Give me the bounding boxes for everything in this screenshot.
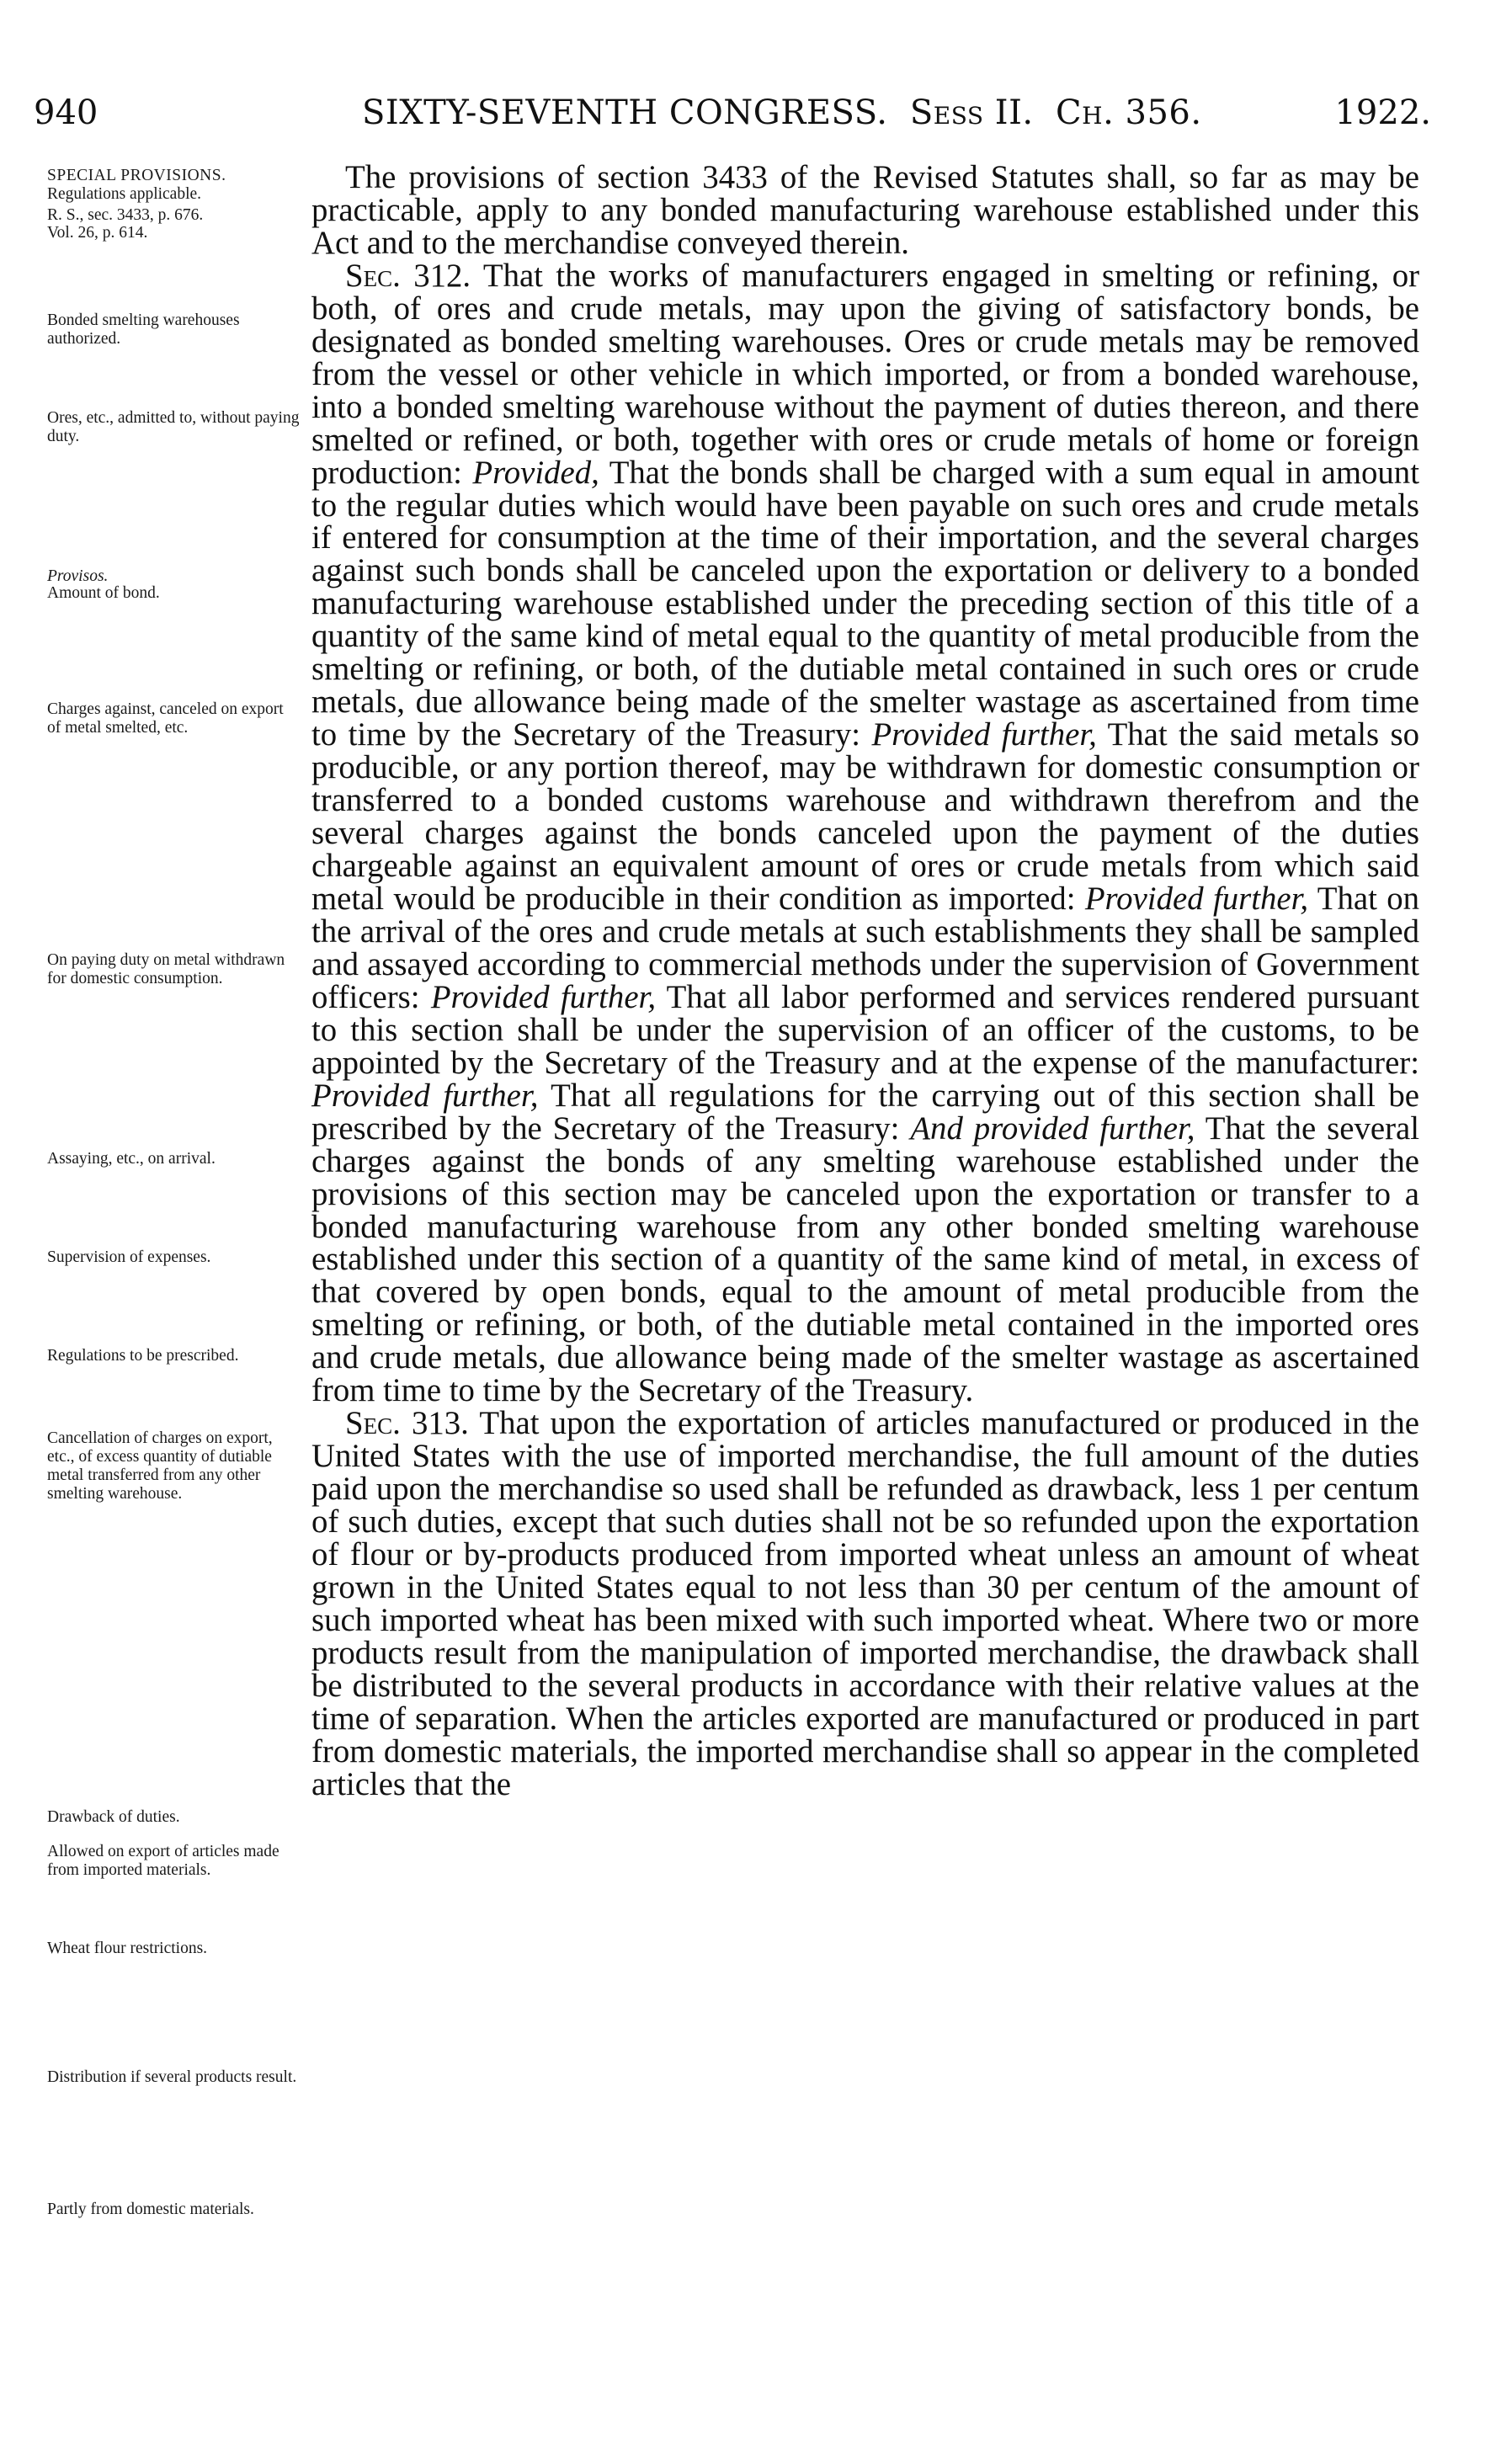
margin-note-provisos: Provisos. [47, 567, 109, 585]
running-header [34, 88, 1431, 138]
margin-note-distribution: Distribution if several products result. [47, 2068, 297, 2086]
statute-text [311, 159, 1420, 1802]
session-label: Sess II. [909, 93, 1034, 132]
congress-title: SIXTY-SEVENTH CONGRESS. [362, 93, 888, 132]
margin-note-vol-citation: Vol. 26, p. 614. [47, 224, 148, 242]
margin-note-amount-of-bond: Amount of bond. [47, 584, 160, 602]
margin-note-wheat-flour: Wheat flour restrictions. [47, 1940, 208, 1957]
margin-note-allowed-on-export: Allowed on export of articles made from imported materials. [47, 1843, 279, 1879]
chapter-label: Ch. 356. [1056, 93, 1202, 132]
margin-note-partly-domestic: Partly from domestic materials. [47, 2201, 254, 2218]
page-number: 940 [34, 93, 98, 132]
proviso: Provided further, [311, 1077, 539, 1114]
margin-note-bonded-smelting: Bonded smelting warehouses authorized. [47, 311, 240, 348]
margin-note-paying-duty: On paying duty on metal withdrawn for domestic consumption. [47, 951, 285, 987]
proviso: Provided, [472, 454, 599, 491]
proviso: Provided further, [871, 716, 1097, 753]
paragraph-sec-313: Sec. 313. That upon the exportation of articles manufactured or produced in the United States with the use of imported merchandise, the full amount of the duties paid upon the merchandise so used shall be refunded as drawback, less 1 per centum of such duties, except that such duties shall not be so refunded upon the exportation of flour or by-products produced from imported wheat unless an amount of wheat grown in the United States equal to not less than 30 per centum of the amount of such imported wheat has been mixed with such imported wheat. Where two or more products result from the manipulation of imported merchandise, the drawback shall be distributed to the several products in accordance with their relative values at the time of separation. When the articles exported are manufactured or produced in part from domestic materials, the imported merchandise shall so appear in the completed articles that the [311, 1405, 1419, 1802]
margin-note-drawback: Drawback of duties. [47, 1808, 180, 1826]
section-heading-312: Sec. 312. [345, 257, 471, 294]
section-heading-313: Sec. 313. [345, 1405, 469, 1442]
proviso: Provided further, [1084, 880, 1309, 917]
proviso: And provided further, [910, 1110, 1195, 1147]
year: 1922. [1334, 93, 1431, 132]
margin-note-cancellation: Cancellation of charges on export, etc., of excess quantity of dutiable metal transferred from any other smelting warehouse. [47, 1429, 273, 1503]
margin-note-ores-admitted: Ores, etc., admitted to, without paying duty. [47, 409, 300, 445]
margin-note-regulations-prescribed: Regulations to be prescribed. [47, 1347, 239, 1365]
margin-note-supervision: Supervision of expenses. [47, 1248, 211, 1266]
margin-note-charges-canceled: Charges against, canceled on export of metal smelted, etc. [47, 700, 284, 737]
paragraph-sec-312: Sec. 312. That the works of manufacturers engaged in smelting or refining, or both, of ores and crude metals, may upon the giving of satisfactory bonds, be designated as bonded smelting warehouses. Ores or crude metals may be removed from the vessel or other vehicle in which imported, or from a bonded warehouse, into a bonded smelting warehouse without the payment of duties thereon, and there smelted or refined, or both, together with ores or crude metals of home or foreign production: Provided, That the bonds shall be charged with a sum equal in amount to the regular duties which would have been payable on such ores and crude metals if entered for consumption at the time of their importation, and the several charges against such bonds shall be canceled upon the exportation or delivery to a bonded manufacturing warehouse established under the preceding section of this title of a quantity of the same kind of metal equal to the quantity of metal producible from the smelting or refining, or both, of the dutiable metal contained in such ores or crude metals, due allowance being made of the smelter wastage as ascertained from time to time by the Secretary of the Treasury: Provided further, That the said metals so producible, or any portion thereof, may be withdrawn for domestic consumption or transferred to a bonded customs warehouse and withdrawn therefrom and the several charges against the bonds canceled upon the payment of the duties chargeable against an equivalent amount of ores or crude metals from which said metal would be producible in their condition as imported: Provided further, That on the arrival of the ores and crude metals at such establishments they shall be sampled and assayed according to commercial methods under the supervision of Government officers: Provided further, That all labor performed and services rendered pursuant to this section shall be under the supervision of an officer of the customs, to be appointed by the Secretary of the Treasury and at the expense of the manufacturer: Provided further, That all regulations for the carrying out of this section shall be prescribed by the Secretary of the Treasury: And provided further, That the several charges against the bonds of any smelting warehouse established under the provisions of this section may be canceled upon the exportation or transfer to a bonded manufacturing warehouse from any other bonded smelting warehouse established under this section of a quantity of the same kind of metal, in excess of that covered by open bonds, equal to the amount of metal producible from the smelting or refining, or both, of the dutiable metal contained in the imported ores and crude metals, due allowance being made of the smelter wastage as ascertained from time to time by the Secretary of the Treasury. [311, 257, 1420, 1409]
margin-note-special-provisions: SPECIAL PROVISIONS. [47, 167, 226, 184]
margin-note-regulations-applicable: Regulations applicable. [47, 185, 202, 203]
margin-note-rs-citation: R. S., sec. 3433, p. 676. [47, 206, 204, 224]
margin-note-assaying: Assaying, etc., on arrival. [47, 1150, 216, 1168]
paragraph-regulations: The provisions of section 3433 of the Revised Statutes shall, so far as may be practicable, apply to any bonded manufacturing warehouse established under this Act and to the merchandise conveyed therein. [311, 159, 1419, 261]
running-title [362, 88, 1202, 138]
proviso: Provided further, [430, 978, 657, 1015]
